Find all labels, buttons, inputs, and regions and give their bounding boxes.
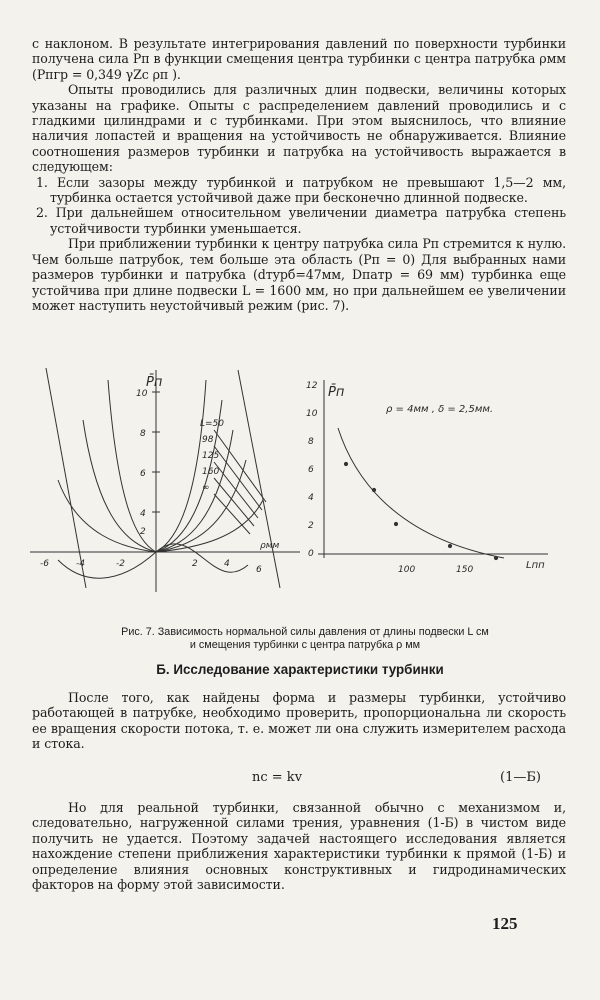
paragraph-4: После того, как найдены форма и размеры турбинки, устойчиво работающей в патрубке, необходимо проверить, пропорциональна ли скорость ее вращения скорости потока, т. е. может ли она служить измерителем расхода и стока. bbox=[32, 690, 566, 752]
formula-number: (1—Б) bbox=[500, 770, 541, 785]
left-ytick-4: 4 bbox=[140, 509, 146, 519]
left-y-label: P̄п bbox=[146, 375, 163, 390]
left-xtick-m4: -4 bbox=[76, 559, 85, 569]
left-ytick-8: 8 bbox=[140, 429, 146, 439]
left-xtick-m2: -2 bbox=[116, 559, 125, 569]
curve-label-98: 98 bbox=[202, 435, 214, 445]
curve-l50 bbox=[156, 380, 206, 552]
frame-line-right bbox=[238, 370, 280, 588]
left-ytick-10: 10 bbox=[136, 389, 148, 399]
curve-l160 bbox=[156, 460, 246, 552]
left-x-label: ρмм bbox=[260, 541, 280, 551]
right-curve bbox=[338, 428, 504, 558]
left-xtick-4: 4 bbox=[224, 559, 230, 569]
formula: nс = kv bbox=[252, 770, 303, 785]
figure-caption bbox=[70, 626, 540, 652]
page-number: 125 bbox=[492, 914, 518, 933]
right-x-label: Lпп bbox=[526, 560, 545, 571]
right-xtick-150: 150 bbox=[456, 565, 474, 575]
right-ytick-6: 6 bbox=[308, 465, 314, 475]
left-xtick-m6: -6 bbox=[40, 559, 49, 569]
curve-label-160: 160 bbox=[202, 467, 220, 477]
paragraph-2: Опыты проводились для различных длин подвески, величины которых указаны на графике. Опыты с распределением давлений проводились и с гладкими цилиндрами и с турбинками. При этом выяснилось, что влияние наличия лопастей и вращения на устойчивость не обнаруживается. Влияние соотношения размеров турбинки и патрубка на устойчивость выражается в следующем: bbox=[32, 82, 566, 175]
caption-line-2: и смещения турбинки с центра патрубка ρ мм bbox=[189, 639, 421, 651]
frame-line-left bbox=[46, 368, 86, 588]
list-item-1: 1. Если зазоры между турбинкой и патрубком не превышают 1,5—2 мм, турбинка остается устойчивой даже при бесконечно длинной подвеске. bbox=[36, 174, 566, 206]
right-ytick-4: 4 bbox=[308, 493, 314, 503]
text-block-top bbox=[32, 36, 566, 313]
left-ytick-6: 6 bbox=[140, 469, 146, 479]
left-xtick-6: 6 bbox=[256, 565, 262, 575]
right-ytick-12: 12 bbox=[306, 381, 318, 391]
right-ytick-8: 8 bbox=[308, 437, 314, 447]
curve-label-inf: ∞ bbox=[202, 483, 210, 493]
caption-line-1: Рис. 7. Зависимость нормальной силы давления от длины подвески L см bbox=[121, 626, 489, 638]
right-annotation: ρ = 4мм , δ = 2,5мм. bbox=[386, 404, 494, 415]
text-block-bottom bbox=[32, 800, 566, 892]
left-ytick-2: 2 bbox=[140, 527, 146, 537]
curve-l125 bbox=[156, 430, 233, 552]
right-y-label: P̄п bbox=[328, 385, 345, 400]
curve-left-1 bbox=[108, 380, 156, 552]
right-ytick-10: 10 bbox=[306, 409, 318, 419]
left-plot bbox=[30, 368, 300, 592]
paragraph-1: с наклоном. В результате интегрирования давлений по поверхности турбинки получена сила Pп в функции смещения центра турбинки с центра патрубка ρмм (Pпгр = 0,349 γZс ρп ). bbox=[32, 36, 566, 82]
text-block-middle bbox=[32, 690, 566, 752]
curve-neg bbox=[58, 544, 248, 578]
right-xtick-100: 100 bbox=[398, 565, 416, 575]
figure-7 bbox=[28, 360, 576, 622]
list-item-2: 2. При дальнейшем относительном увеличении диаметра патрубка степень устойчивости турбинки уменьшается. bbox=[36, 205, 566, 236]
curve-label-125: 125 bbox=[202, 451, 220, 461]
right-ytick-0: 0 bbox=[308, 549, 314, 559]
curve-label-50: L=50 bbox=[200, 419, 225, 429]
section-heading: Б. Исследование характеристики турбинки bbox=[156, 662, 444, 677]
paragraph-5: Но для реальной турбинки, связанной обычно с механизмом и, следовательно, нагруженной силами трения, уравнения (1-Б) в чистом виде получить не удается. Поэтому задачей настоящего исследования является нахождение степени приближения характеристики турбинки к прямой (1-Б) и определение влияния основных конструктивных и гидродинамических факторов на форму этой зависимости. bbox=[32, 800, 566, 893]
left-xtick-2: 2 bbox=[192, 559, 198, 569]
right-ytick-2: 2 bbox=[308, 521, 314, 531]
paragraph-3: При приближении турбинки к центру патрубка сила Pп стремится к нулю. Чем больше патрубок, тем больше эта область (Pп = 0) Для выбранных нами размеров турбинки и патрубка (dтурб=47мм, Dпатр = 69 мм) турбинка еще устойчива при длине подвески L = 1600 мм, но при дальнейшем ее увеличении может наступить неустойчивый режим (рис. 7). bbox=[32, 236, 566, 313]
